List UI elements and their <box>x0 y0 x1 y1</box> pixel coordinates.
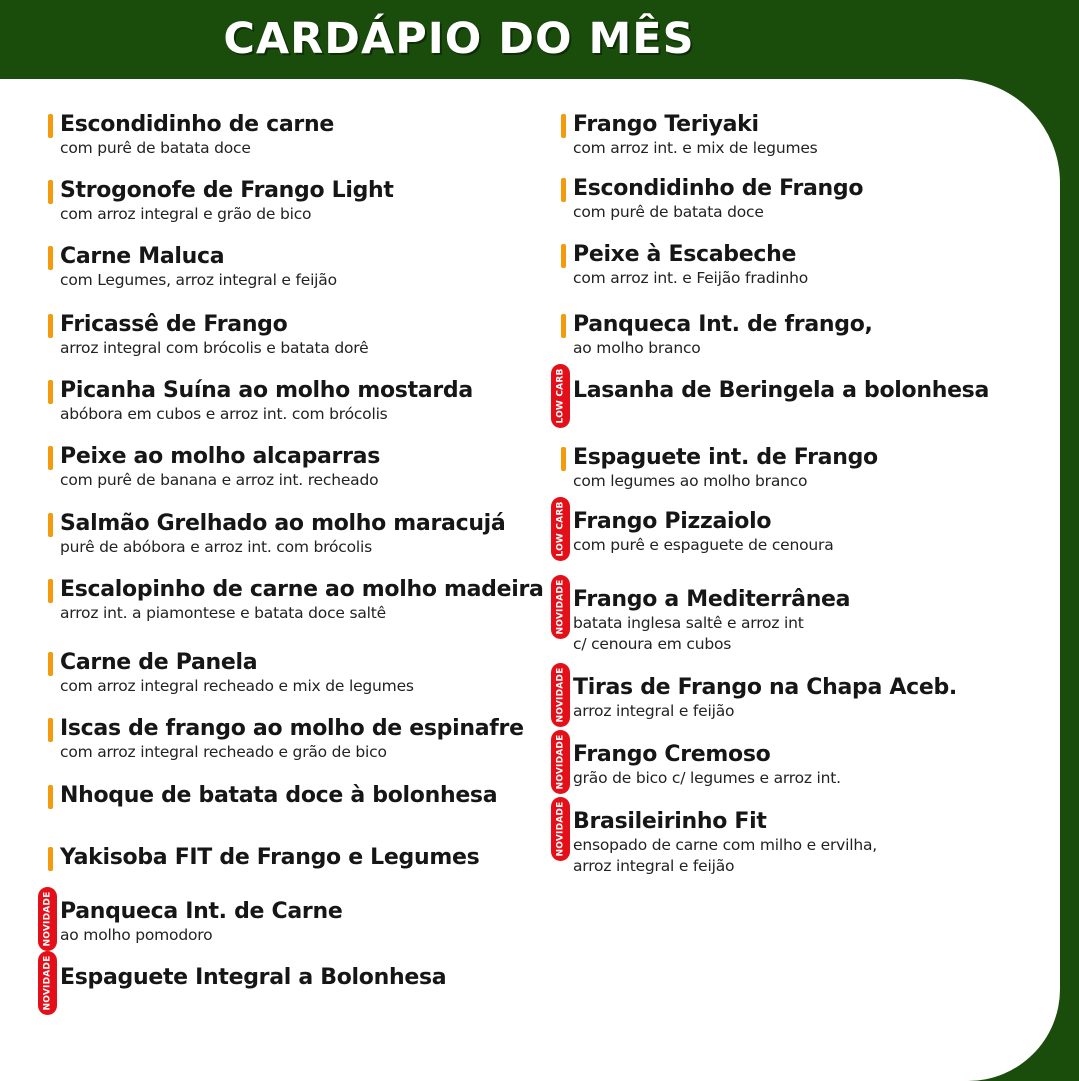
menu-item <box>60 178 394 225</box>
menu-item <box>60 244 337 291</box>
accent-bar <box>48 246 53 270</box>
accent-bar <box>48 718 53 742</box>
dish-name: Carne de Panela <box>60 650 258 675</box>
menu-item <box>555 734 841 790</box>
dish-description: ao molho pomodoro <box>60 926 213 944</box>
menu-item <box>555 667 957 723</box>
dish-description: grão de bico c/ legumes e arroz int. <box>573 769 841 787</box>
accent-bar <box>48 380 53 404</box>
dish-name: Frango a Mediterrânea <box>573 587 851 612</box>
accent-bar <box>48 314 53 338</box>
menu-item <box>60 378 473 425</box>
dish-name: Iscas de frango ao molho de espinafre <box>60 716 524 741</box>
dish-name: Lasanha de Beringela a bolonhesa <box>573 378 990 403</box>
dish-name: Escalopinho de carne ao molho madeira <box>60 577 544 602</box>
dish-description: com purê e espaguete de cenoura <box>573 536 834 554</box>
dish-name: Strogonofe de Frango Light <box>60 178 394 203</box>
menu-item <box>573 242 808 289</box>
accent-bar <box>561 178 566 202</box>
badge-label: NOVIDADE <box>555 579 566 635</box>
menu-item <box>573 445 878 492</box>
menu-item <box>573 112 818 159</box>
menu-item <box>60 577 544 624</box>
accent-bar <box>561 114 566 138</box>
accent-bar <box>561 447 566 471</box>
dish-description: com purê de batata doce <box>60 139 251 157</box>
menu-item <box>60 716 524 763</box>
low-carb-badge <box>551 497 570 561</box>
dish-description: com legumes ao molho branco <box>573 472 808 490</box>
dish-description: com purê de batata doce <box>573 203 764 221</box>
dish-name: Picanha Suína ao molho mostarda <box>60 378 473 403</box>
dish-description: com Legumes, arroz integral e feijão <box>60 271 337 289</box>
dish-description: arroz integral e feijão <box>573 702 735 720</box>
dish-description: purê de abóbora e arroz int. com brócolis <box>60 538 372 556</box>
dish-description: com arroz integral recheado e mix de legumes <box>60 677 414 695</box>
accent-bar <box>48 180 53 204</box>
dish-description: com purê de banana e arroz int. recheado <box>60 471 379 489</box>
dish-name: Espaguete int. de Frango <box>573 445 878 470</box>
accent-bar <box>561 314 566 338</box>
accent-bar <box>48 446 53 470</box>
accent-bar <box>48 785 53 809</box>
dish-name: Peixe ao molho alcaparras <box>60 444 380 469</box>
menu-item <box>573 176 863 223</box>
dish-description: com arroz integral recheado e grão de bico <box>60 743 387 761</box>
page-title: CARDÁPIO DO MÊS <box>223 14 695 64</box>
dish-description: abóbora em cubos e arroz int. com brócolis <box>60 405 388 423</box>
low-carb-badge <box>551 364 570 428</box>
dish-description: arroz int. a piamontese e batata doce saltê <box>60 604 386 622</box>
novidade-badge <box>551 797 570 861</box>
dish-name: Escondidinho de Frango <box>573 176 864 201</box>
badge-label: NOVIDADE <box>42 891 53 947</box>
badge-label: NOVIDADE <box>42 955 53 1011</box>
badge-label: NOVIDADE <box>555 667 566 723</box>
dish-name: Panqueca Int. de Carne <box>60 899 343 924</box>
dish-description: ao molho branco <box>573 339 701 357</box>
menu-item <box>60 783 497 809</box>
dish-description: arroz integral com brócolis e batata dorê <box>60 339 369 357</box>
menu-item <box>60 312 368 359</box>
dish-description: batata inglesa saltê e arroz int <box>573 614 804 632</box>
accent-bar <box>48 579 53 603</box>
menu-item <box>42 891 343 947</box>
dish-name: Nhoque de batata doce à bolonhesa <box>60 783 498 808</box>
dish-description: com arroz int. e Feijão fradinho <box>573 269 809 287</box>
dish-name: Escondidinho de carne <box>60 112 334 137</box>
menu-item <box>555 801 877 877</box>
dish-name: Frango Pizzaiolo <box>573 509 772 534</box>
dish-name: Frango Teriyaki <box>573 112 759 137</box>
dish-description: ensopado de carne com milho e ervilha, <box>573 836 877 854</box>
badge-label: NOVIDADE <box>555 734 566 790</box>
dish-name: Espaguete Integral a Bolonhesa <box>60 965 447 990</box>
menu-item <box>60 511 505 558</box>
dish-description: arroz integral e feijão <box>573 857 735 875</box>
menu-item <box>60 444 380 491</box>
accent-bar <box>48 114 53 138</box>
menu-item <box>573 312 873 359</box>
badge-label: NOVIDADE <box>555 801 566 857</box>
novidade-badge <box>38 951 57 1015</box>
accent-bar <box>48 847 53 871</box>
accent-bar <box>561 244 566 268</box>
menu-item <box>60 650 414 697</box>
dish-name: Fricassê de Frango <box>60 312 288 337</box>
dish-name: Yakisoba FIT de Frango e Legumes <box>60 845 480 870</box>
dish-name: Panqueca Int. de frango, <box>573 312 873 337</box>
dish-name: Tiras de Frango na Chapa Aceb. <box>573 675 957 700</box>
accent-bar <box>48 513 53 537</box>
novidade-badge <box>38 887 57 951</box>
badge-label: LOW CARB <box>555 368 566 424</box>
menu-item <box>60 112 334 159</box>
novidade-badge <box>551 663 570 727</box>
menu-item <box>60 845 479 871</box>
dish-name: Frango Cremoso <box>573 742 771 767</box>
accent-bar <box>48 652 53 676</box>
dish-name: Salmão Grelhado ao molho maracujá <box>60 511 506 536</box>
badge-label: LOW CARB <box>555 501 566 557</box>
dish-description: com arroz int. e mix de legumes <box>573 139 818 157</box>
menu-item <box>555 368 990 424</box>
dish-name: Peixe à Escabeche <box>573 242 797 267</box>
novidade-badge <box>551 730 570 794</box>
dish-name: Brasileirinho Fit <box>573 809 767 834</box>
dish-description: com arroz integral e grão de bico <box>60 205 312 223</box>
novidade-badge <box>551 575 570 639</box>
menu-item <box>555 501 834 557</box>
dish-name: Carne Maluca <box>60 244 225 269</box>
menu-item <box>42 955 447 1011</box>
menu-item <box>555 579 851 655</box>
dish-description: c/ cenoura em cubos <box>573 635 732 653</box>
